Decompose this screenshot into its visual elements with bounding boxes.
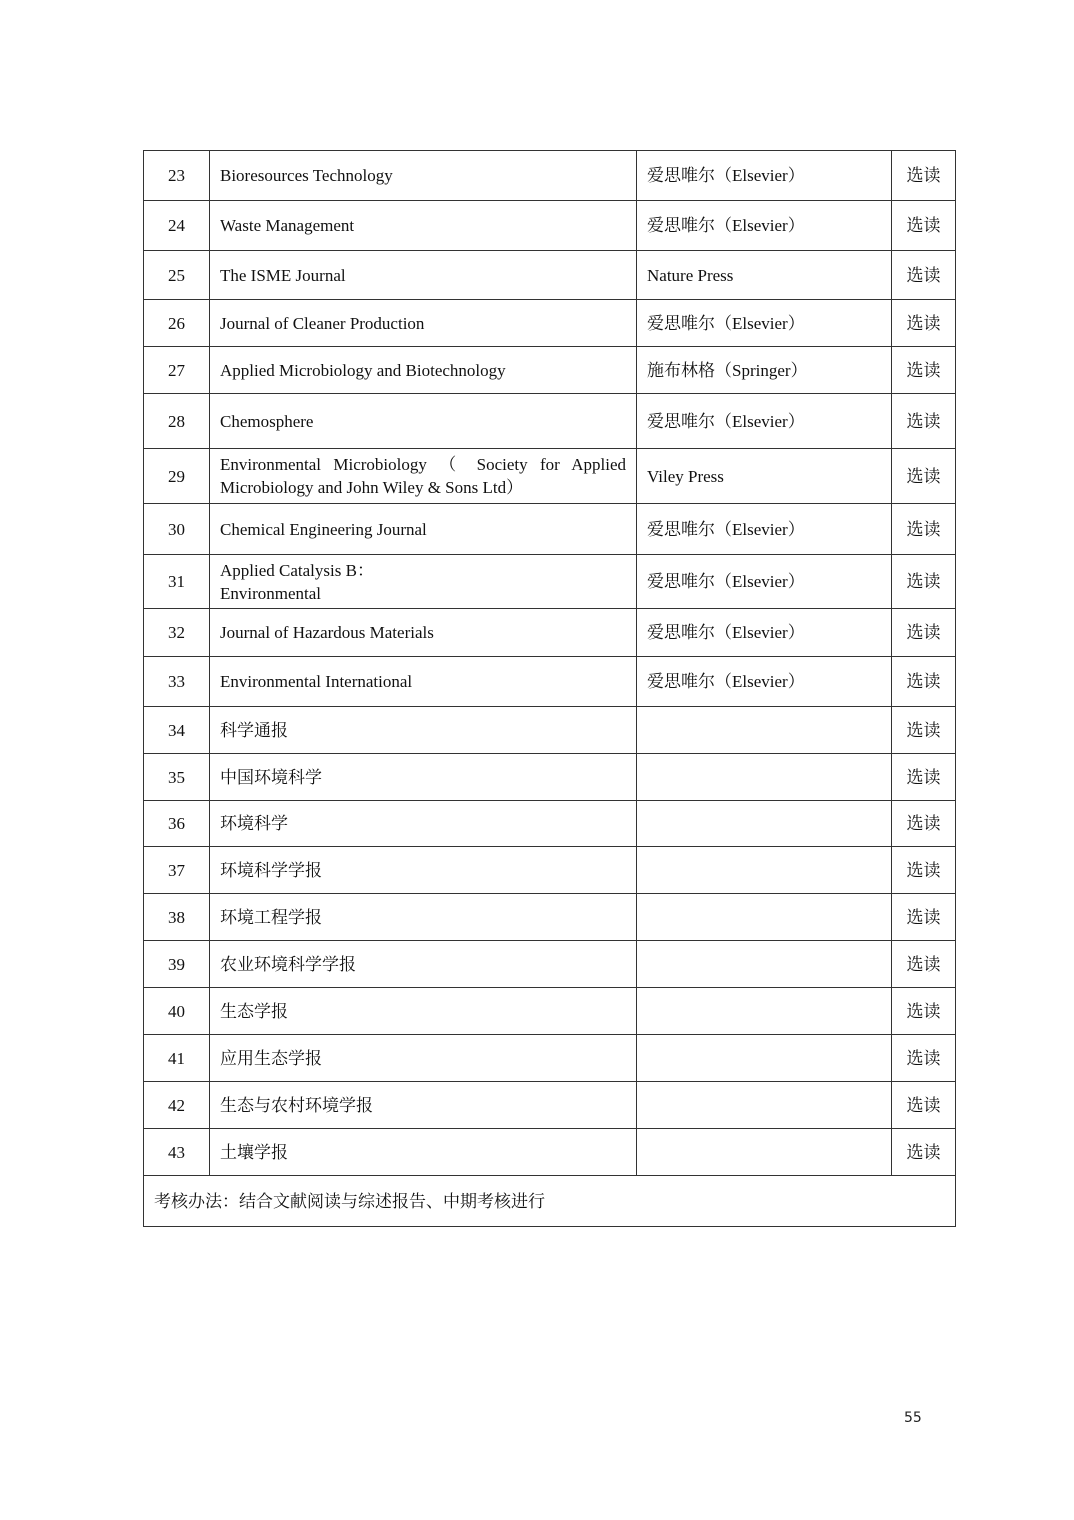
reading-type: 选读 (892, 394, 956, 449)
row-number: 39 (144, 941, 210, 988)
publisher: 爱思唯尔（Elsevier） (637, 504, 892, 555)
journal-title: 环境工程学报 (210, 894, 637, 941)
reading-type: 选读 (892, 1035, 956, 1082)
table-row (144, 707, 956, 754)
reading-type: 选读 (892, 1082, 956, 1129)
row-number: 26 (144, 300, 210, 347)
publisher: 爱思唯尔（Elsevier） (637, 201, 892, 251)
publisher: Viley Press (637, 449, 892, 504)
publisher: 爱思唯尔（Elsevier） (637, 394, 892, 449)
reading-type: 选读 (892, 251, 956, 300)
publisher (637, 941, 892, 988)
reading-type: 选读 (892, 449, 956, 504)
publisher (637, 1035, 892, 1082)
reading-type: 选读 (892, 801, 956, 847)
reading-type: 选读 (892, 847, 956, 894)
publisher: 爱思唯尔（Elsevier） (637, 609, 892, 657)
table-row (144, 1082, 956, 1129)
row-number: 29 (144, 449, 210, 504)
journal-title: 农业环境科学学报 (210, 941, 637, 988)
journal-title: Applied Catalysis B： Environmental (210, 555, 637, 609)
journal-title: Applied Microbiology and Biotechnology (210, 347, 637, 394)
row-number: 30 (144, 504, 210, 555)
row-number: 32 (144, 609, 210, 657)
publisher (637, 707, 892, 754)
journal-title: Journal of Cleaner Production (210, 300, 637, 347)
reading-type: 选读 (892, 555, 956, 609)
table-row (144, 394, 956, 449)
journal-title: 科学通报 (210, 707, 637, 754)
publisher (637, 894, 892, 941)
reading-type: 选读 (892, 707, 956, 754)
table-row (144, 847, 956, 894)
publisher: 爱思唯尔（Elsevier） (637, 300, 892, 347)
table-row (144, 251, 956, 300)
row-number: 36 (144, 801, 210, 847)
reading-type: 选读 (892, 941, 956, 988)
publisher (637, 1082, 892, 1129)
publisher: 爱思唯尔（Elsevier） (637, 151, 892, 201)
table-row (144, 201, 956, 251)
row-number: 43 (144, 1129, 210, 1176)
journal-title: 中国环境科学 (210, 754, 637, 801)
row-number: 40 (144, 988, 210, 1035)
table-row (144, 988, 956, 1035)
table-row (144, 894, 956, 941)
table-row (144, 555, 956, 609)
journal-title: Chemosphere (210, 394, 637, 449)
journal-title: Journal of Hazardous Materials (210, 609, 637, 657)
reading-type: 选读 (892, 754, 956, 801)
journal-table (143, 150, 956, 1227)
journal-title: The ISME Journal (210, 251, 637, 300)
row-number: 42 (144, 1082, 210, 1129)
journal-title: 环境科学学报 (210, 847, 637, 894)
publisher (637, 1129, 892, 1176)
publisher: 施布林格（Springer） (637, 347, 892, 394)
journal-title: 生态学报 (210, 988, 637, 1035)
table-row (144, 347, 956, 394)
table-row (144, 1035, 956, 1082)
journal-title: Environmental International (210, 657, 637, 707)
publisher (637, 847, 892, 894)
row-number: 35 (144, 754, 210, 801)
row-number: 27 (144, 347, 210, 394)
row-number: 24 (144, 201, 210, 251)
journal-title: Chemical Engineering Journal (210, 504, 637, 555)
reading-type: 选读 (892, 894, 956, 941)
journal-title: Bioresources Technology (210, 151, 637, 201)
row-number: 37 (144, 847, 210, 894)
row-number: 31 (144, 555, 210, 609)
journal-title: Waste Management (210, 201, 637, 251)
journal-title: 应用生态学报 (210, 1035, 637, 1082)
publisher: 爱思唯尔（Elsevier） (637, 657, 892, 707)
row-number: 34 (144, 707, 210, 754)
publisher (637, 801, 892, 847)
table-row (144, 1129, 956, 1176)
publisher: Nature Press (637, 251, 892, 300)
row-number: 28 (144, 394, 210, 449)
table-row (144, 754, 956, 801)
reading-type: 选读 (892, 657, 956, 707)
table-row (144, 657, 956, 707)
reading-type: 选读 (892, 988, 956, 1035)
table-row (144, 801, 956, 847)
reading-type: 选读 (892, 1129, 956, 1176)
reading-type: 选读 (892, 151, 956, 201)
table-row (144, 609, 956, 657)
journal-title: 土壤学报 (210, 1129, 637, 1176)
journal-table-body (144, 151, 956, 1176)
table-row (144, 151, 956, 201)
reading-type: 选读 (892, 300, 956, 347)
row-number: 38 (144, 894, 210, 941)
table-row (144, 449, 956, 504)
row-number: 41 (144, 1035, 210, 1082)
row-number: 25 (144, 251, 210, 300)
row-number: 33 (144, 657, 210, 707)
assessment-row (144, 1176, 956, 1227)
journal-title: 环境科学 (210, 801, 637, 847)
reading-type: 选读 (892, 201, 956, 251)
row-number: 23 (144, 151, 210, 201)
table-row (144, 941, 956, 988)
publisher (637, 754, 892, 801)
publisher: 爱思唯尔（Elsevier） (637, 555, 892, 609)
table-row (144, 300, 956, 347)
reading-type: 选读 (892, 347, 956, 394)
journal-title: Environmental Microbiology （ Society for Applied Microbiology and John Wiley & Sons Ltd） (210, 449, 637, 504)
page-number: 55 (904, 1410, 922, 1426)
reading-type: 选读 (892, 609, 956, 657)
reading-type: 选读 (892, 504, 956, 555)
assessment-method-text: 考核办法：结合文献阅读与综述报告、中期考核进行 (144, 1176, 956, 1227)
table-row (144, 504, 956, 555)
publisher (637, 988, 892, 1035)
journal-title: 生态与农村环境学报 (210, 1082, 637, 1129)
